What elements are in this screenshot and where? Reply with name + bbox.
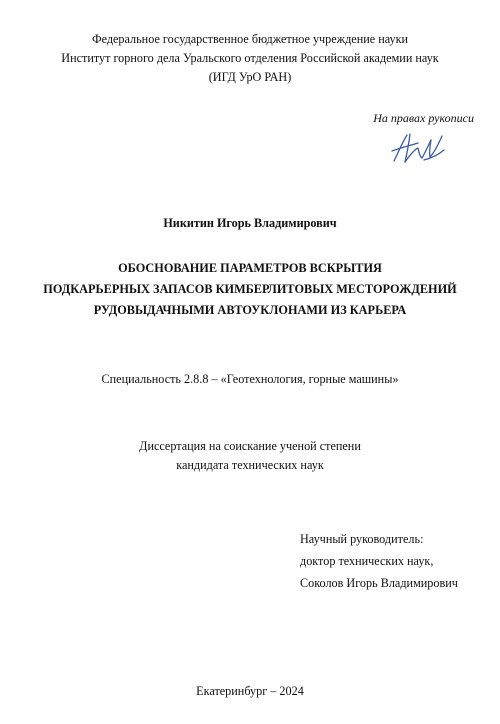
institution-line-2: Институт горного дела Уральского отделения Российской академии наук <box>61 51 439 65</box>
specialty: Специальность 2.8.8 – «Геотехнология, горные машины» <box>101 372 399 386</box>
institution-abbreviation: (ИГД УрО РАН) <box>208 70 292 84</box>
supervisor-block <box>300 528 458 594</box>
supervisor-name: Соколов Игорь Владимирович <box>300 576 458 590</box>
degree-statement <box>0 437 500 475</box>
manuscript-note: На правах рукописи <box>373 111 474 125</box>
title-line-3: РУДОВЫДАЧНЫМИ АВТОУКЛОНАМИ ИЗ КАРЬЕРА <box>93 303 407 317</box>
city-year: Екатеринбург – 2024 <box>196 684 304 698</box>
supervisor-rank: доктор технических наук, <box>300 554 434 568</box>
degree-line-1: Диссертация на соискание ученой степени <box>139 439 361 453</box>
dissertation-title <box>0 258 500 321</box>
title-line-1: ОБОСНОВАНИЕ ПАРАМЕТРОВ ВСКРЫТИЯ <box>118 261 382 275</box>
author-name: Никитин Игорь Владимирович <box>163 216 337 230</box>
institution-line-1: Федеральное государственное бюджетное учреждение науки <box>91 32 409 46</box>
supervisor-label: Научный руководитель: <box>300 532 424 546</box>
degree-line-2: кандидата технических наук <box>176 458 324 472</box>
institution-header <box>0 30 500 87</box>
signature-icon <box>388 131 448 165</box>
title-line-2: ПОДКАРЬЕРНЫХ ЗАПАСОВ КИМБЕРЛИТОВЫХ МЕСТОРОЖДЕНИЙ <box>43 282 457 296</box>
